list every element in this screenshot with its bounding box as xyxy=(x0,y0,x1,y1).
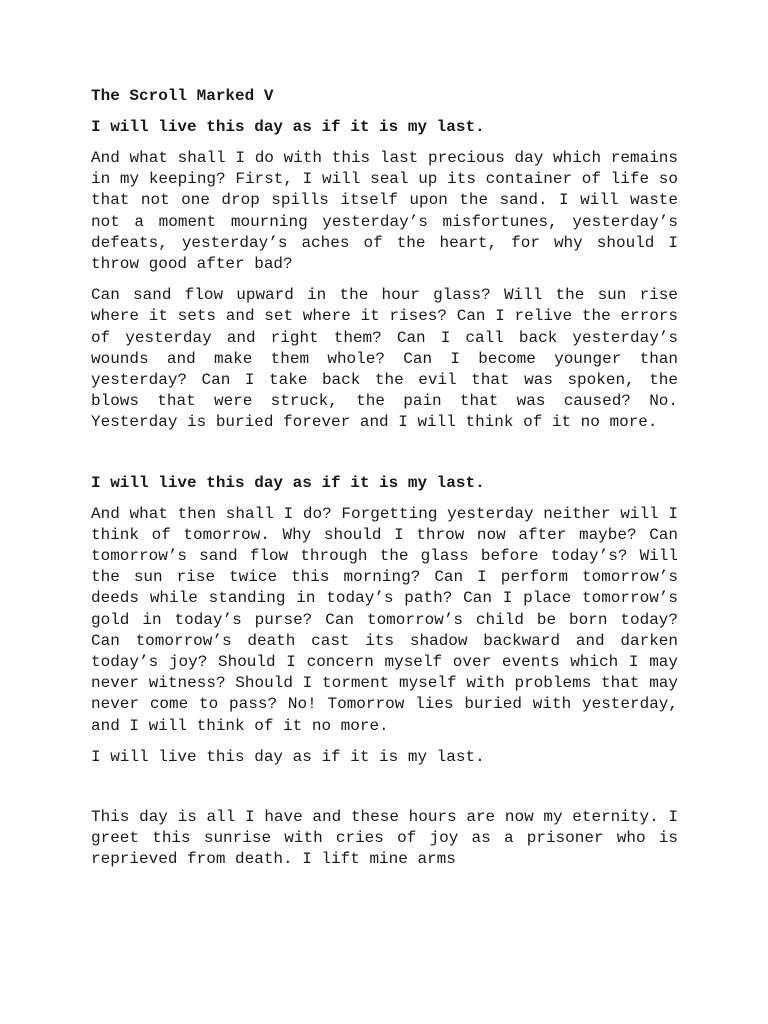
section-spacer xyxy=(91,778,678,807)
paragraph-1: And what shall I do with this last precious day which remains in my keeping? First, I will seal up its container of life so that not one drop spills itself upon the sand. I will waste not a moment mourning yesterday’s misfortunes, yesterday’s defeats, yesterday’s aches of the heart, for why should I throw good after bad? xyxy=(91,149,678,274)
section-heading-2: I will live this day as if it is my last. xyxy=(91,473,485,492)
paragraph-3: And what then shall I do? Forgetting yesterday neither will I think of tomorrow. Why should I throw now after maybe? Can tomorrow’s sand flow through the glass before today’s? Will the sun rise twice this morning? Can I perform tomorrow’s deeds while standing in today’s path? Can I place tomorrow’s gold in today’s purse? Can tomorrow’s child be born today? Can tomorrow’s death cast its shadow backward and darken today’s joy? Should I concern myself over events which I may never witness? Should I torment myself with problems that may never come to pass? No! Tomorrow lies buried with yesterday, and I will think of it no more. xyxy=(91,504,678,735)
paragraph-4: This day is all I have and these hours are now my eternity. I greet this sunrise with cries of joy as a prisoner who is reprieved from death. I lift mine arms xyxy=(91,807,678,869)
document-title: The Scroll Marked V xyxy=(91,87,274,105)
section-spacer xyxy=(91,444,678,473)
section-heading-1: I will live this day as if it is my last. xyxy=(91,118,485,136)
refrain-line: I will live this day as if it is my last. xyxy=(91,747,485,766)
paragraph-2: Can sand flow upward in the hour glass? Will the sun rise where it sets and set where it rises? Can I relive the errors of yesterday and right them? Can I call back yesterday’s wounds and make them whole? Can I become younger than yesterday? Can I take back the evil that was spoken, the blows that were struck, the pain that was caused? No. Yesterday is buried forever and I will think of it no more. xyxy=(91,286,678,432)
